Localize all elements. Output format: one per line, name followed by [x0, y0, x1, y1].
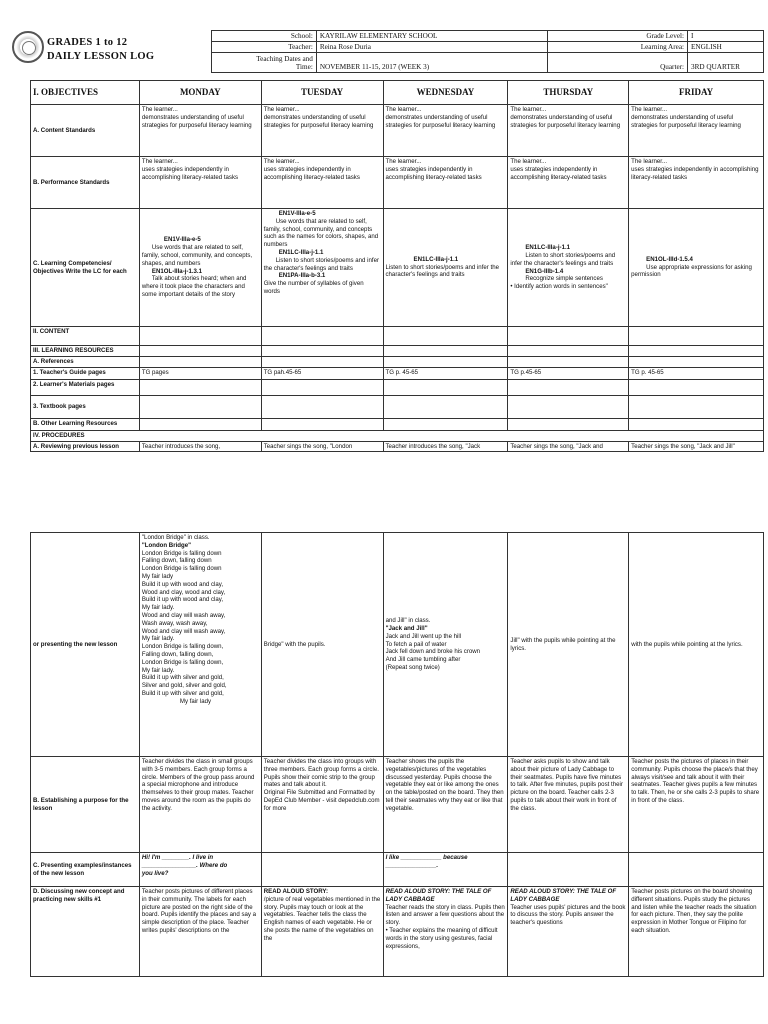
doc-title-line1: GRADES 1 to 12 — [47, 37, 128, 48]
objectives-heading: I. OBJECTIVES — [31, 81, 140, 105]
row-label-lm-pages: 2. Learner's Materials pages — [31, 379, 140, 395]
song-lyrics: Jack and Jill went up the hill To fetch a pail of water Jack fell down and broke his crown And Jill came tumbling after (Repeat song twice) — [385, 632, 481, 671]
header-info-table — [211, 30, 764, 73]
row-label-learning-resources: III. LEARNING RESOURCES — [31, 346, 140, 357]
examples-mon — [139, 853, 261, 887]
presenting-mon — [139, 533, 261, 757]
example-line: Hi! I'm ________. I live in — [141, 854, 214, 861]
tg-pages-mon: TG pages — [139, 367, 261, 379]
quarter-value: 3RD QUARTER — [688, 53, 764, 73]
competency-text: Use words that are related to self, family, school, community, and concepts, shapes, and numbers — [141, 244, 253, 267]
story-text: /picture of real vegetables mentioned in the story. Pupils may touch or look at the vegetables. Teacher tells the class the English names of each vegetable. He or she posts the name of the vegetables on the — [263, 895, 381, 942]
school-label: School: — [212, 31, 317, 42]
teacher-value: Reina Rose Duria — [316, 42, 548, 53]
competency-text: Give the number of syllables of given words — [263, 280, 364, 295]
story-heading: READ ALOUD STORY: THE TALE OF LADY CABBAGE — [510, 888, 617, 903]
performance-standards-wed: The learner... uses strategies independently in accomplishing literacy-related tasks — [383, 157, 508, 209]
row-label-presenting: or presenting the new lesson — [31, 533, 140, 757]
competency-text: Use appropriate expressions for asking permission — [631, 263, 752, 279]
performance-standards-thu: The learner... uses strategies independently in accomplishing literacy-related tasks — [508, 157, 629, 209]
competency-code: EN1V-IIIa-e-5 — [163, 236, 201, 244]
area-value: ENGLISH — [688, 42, 764, 53]
grade-value: I — [688, 31, 764, 42]
competencies-thu — [508, 209, 629, 327]
story-text: Teacher reads the story in class. Pupils then listen and answer a few questions about the story. • Teacher explains the meaning of difficult words in the story using gestures, facial expressions, — [385, 903, 505, 950]
competencies-wed — [383, 209, 508, 327]
song-intro: "London Bridge" in class. — [141, 534, 210, 541]
tg-pages-wed: TG p. 45-65 — [383, 367, 508, 379]
reviewing-thu: Teacher sings the song, "Jack and — [508, 441, 629, 452]
reviewing-wed: Teacher introduces the song, "Jack — [383, 441, 508, 452]
row-label-purpose: B. Establishing a purpose for the lesson — [31, 757, 140, 853]
example-line: I like ____________ because — [385, 854, 468, 861]
example-line: _______________. — [385, 861, 439, 869]
purpose-tue: Teacher divides the class into groups with three members. Each group forms a circle. Pupils show their comic strip to the group mates and talk about it. Original File Submitted and Formatted by DepEd Club Member - visit depedclub.com for more — [261, 757, 383, 853]
discussing-wed — [383, 887, 508, 977]
song-lyrics: London Bridge is falling down Falling down, falling down London Bridge is falling down My fair lady Build it up with wood and clay, Wood and clay, wood and clay, Build it up with wood and clay, My fair lady. Wood and clay will wash away, Wash away, wash away, Wood and clay will wash away, My fair lady. London Bridge is falling down, Falling down, falling down, London Bridge is falling down, My fair lady. Build it up with silver and gold, Silver and gold, silver and gold, Build it up with silver and gold, — [141, 549, 227, 697]
song-title: "London Bridge" — [141, 541, 191, 549]
song-intro: and Jill" in class. — [385, 617, 431, 625]
deped-seal-icon — [12, 31, 44, 63]
reviewing-tue: Teacher sings the song, "London — [261, 441, 383, 452]
row-label-competencies: C. Learning Competencies/ Objectives Write the LC for each — [31, 209, 140, 327]
row-label-examples: C. Presenting examples/instances of the new lesson — [31, 853, 140, 887]
col-monday: MONDAY — [139, 81, 261, 105]
presenting-fri: with the pupils while pointing at the lyrics. — [629, 533, 764, 757]
reviewing-mon: Teacher introduces the song, — [139, 441, 261, 452]
content-standards-fri: The learner... demonstrates understanding of useful strategies for purposeful literacy learning — [629, 105, 764, 157]
purpose-thu: Teacher asks pupils to show and talk about their picture of Lady Cabbage to their seatmates. Pupils have five minutes to talk. After five minutes, pupils post their picture on the board. Teacher calls 2-3 pupils to talk about their work in front of the class. — [508, 757, 629, 853]
performance-standards-fri: The learner... uses strategies independently in accomplishing literacy-related tasks — [629, 157, 764, 209]
competency-text: • Identify action words in sentences" — [510, 283, 608, 291]
story-heading: READ ALOUD STORY: — [263, 888, 329, 895]
row-label-discussing: D. Discussing new concept and practicing new skills #1 — [31, 887, 140, 977]
row-label-performance-standards: B. Performance Standards — [31, 157, 140, 209]
presenting-wed — [383, 533, 508, 757]
competency-text: Recognize simple sentences — [525, 275, 603, 283]
discussing-mon: Teacher posts pictures of different places in their community. The labels for each picture are posted on the right side of the board. Pupils identify the places and say a simple description of the place. Teacher writes pupils' descriptions on the — [139, 887, 261, 977]
col-tuesday: TUESDAY — [261, 81, 383, 105]
tg-pages-tue: TG pah.45-65 — [261, 367, 383, 379]
competencies-tue — [261, 209, 383, 327]
dates-value: NOVEMBER 11-15, 2017 (WEEK 3) — [316, 53, 548, 73]
competency-code: EN1LC-IIIa-j-1.1 — [413, 255, 459, 263]
row-label-content: II. CONTENT — [31, 327, 140, 346]
quarter-label: Quarter: — [626, 53, 688, 73]
competency-text: Listen to short stories/poems and infer the character's feelings and traits — [263, 256, 379, 272]
examples-wed — [383, 853, 508, 887]
competencies-fri — [629, 209, 764, 327]
song-lyrics-last: My fair lady — [179, 697, 212, 705]
row-label-procedures: IV. PROCEDURES — [31, 430, 764, 441]
competency-code: EN1V-IIIa-e-5 — [278, 210, 316, 217]
story-heading: READ ALOUD STORY: THE TALE OF LADY CABBAGE — [385, 888, 492, 903]
performance-standards-mon: The learner... uses strategies independently in accomplishing literacy-related tasks — [139, 157, 261, 209]
purpose-wed: Teacher shows the pupils the vegetables/pictures of the vegetables discussed yesterday. Pupils choose the vegetable they eat or like among the ones on the table/posted on the board. They then tell their seatmates why they eat or like that vegetable. — [383, 757, 508, 853]
example-line: you live? — [141, 869, 169, 877]
competency-text: Use words that are related to self, family, school, community, and concepts such as the names for colors, shapes, and numbers — [263, 217, 379, 249]
performance-standards-tue: The learner... uses strategies independently in accomplishing literacy-related tasks — [261, 157, 383, 209]
discussing-fri: Teacher posts pictures on the board showing different situations. Pupils study the pictures and listen while the teacher reads the situation for each picture. Then, they say the polite expression in Mother Tongue or Filipino for each situation. — [629, 887, 764, 977]
grade-label: Grade Level: — [626, 31, 688, 42]
lesson-log-table-bottom — [30, 532, 764, 977]
row-label-tg-pages: 1. Teacher's Guide pages — [31, 367, 140, 379]
row-label-content-standards: A. Content Standards — [31, 105, 140, 157]
competencies-mon — [139, 209, 261, 327]
purpose-mon: Teacher divides the class in small groups with 3-5 members. Each group forms a circle. Members of the group pass around a special microphone and introduce themselves to their group mates. Teacher moves around the room as the pupils do the activity. — [139, 757, 261, 853]
competency-code: EN1G-IIIb-1.4 — [525, 267, 564, 275]
discussing-thu — [508, 887, 629, 977]
school-value: KAYRILAW ELEMENTARY SCHOOL — [316, 31, 548, 42]
competency-text: Talk about stories heard; when and where it took place the characters and some important details of the story — [141, 275, 247, 298]
col-friday: FRIDAY — [629, 81, 764, 105]
area-label: Learning Area: — [626, 42, 688, 53]
competency-text: Listen to short stories/poems and infer the character's feelings and traits — [510, 251, 616, 267]
story-text: Teacher uses pupils' pictures and the book to discuss the story. Pupils answer the teacher's questions — [510, 903, 626, 927]
doc-title-line2: DAILY LESSON LOG — [47, 51, 155, 62]
presenting-tue: Bridge" with the pupils. — [261, 533, 383, 757]
row-label-textbook-pages: 3. Textbook pages — [31, 395, 140, 418]
presenting-thu: Jill" with the pupils while pointing at the lyrics. — [508, 533, 629, 757]
purpose-fri: Teacher posts the pictures of places in their community. Pupils choose the place/s that they always visit/see and talk about it with their seatmates. Teacher gives pupils a few minutes to talk. Then, he or she calls 2-3 pupils to share in front of the class. — [629, 757, 764, 853]
song-title: "Jack and Jill" — [385, 625, 428, 632]
tg-pages-thu: TG p.45-65 — [508, 367, 629, 379]
competency-code: EN1LC-IIIa-j-1.1 — [278, 248, 324, 256]
competency-text: Listen to short stories/poems and infer the character's feelings and traits — [385, 263, 499, 279]
row-label-other-resources: B. Other Learning Resources — [31, 418, 140, 430]
row-label-reviewing: A. Reviewing previous lesson — [31, 441, 140, 452]
content-standards-mon: The learner... demonstrates understanding of useful strategies for purposeful literacy learning — [139, 105, 261, 157]
row-label-references: A. References — [31, 356, 140, 367]
competency-code: EN1OL-IIIa-j-1.3.1 — [151, 267, 202, 275]
reviewing-fri: Teacher sings the song, "Jack and Jill" — [629, 441, 764, 452]
example-line: ________________. Where do — [141, 861, 228, 869]
content-standards-wed: The learner... demonstrates understanding of useful strategies for purposeful literacy learning — [383, 105, 508, 157]
col-thursday: THURSDAY — [508, 81, 629, 105]
dates-label: Teaching Dates and Time: — [212, 53, 317, 73]
teacher-label: Teacher: — [212, 42, 317, 53]
tg-pages-fri: TG p. 45-65 — [629, 367, 764, 379]
competency-code: EN1LC-IIIa-j-1.1 — [525, 244, 571, 252]
competency-code: EN1PA-IIIa-b-3.1 — [278, 272, 326, 280]
lesson-log-table-top — [30, 80, 764, 452]
competency-code: EN1OL-IIId-1.5.4 — [646, 255, 693, 263]
content-standards-tue: The learner... demonstrates understanding of useful strategies for purposeful literacy learning — [261, 105, 383, 157]
content-standards-thu: The learner... demonstrates understanding of useful strategies for purposeful literacy learning — [508, 105, 629, 157]
discussing-tue — [261, 887, 383, 977]
col-wednesday: WEDNESDAY — [383, 81, 508, 105]
